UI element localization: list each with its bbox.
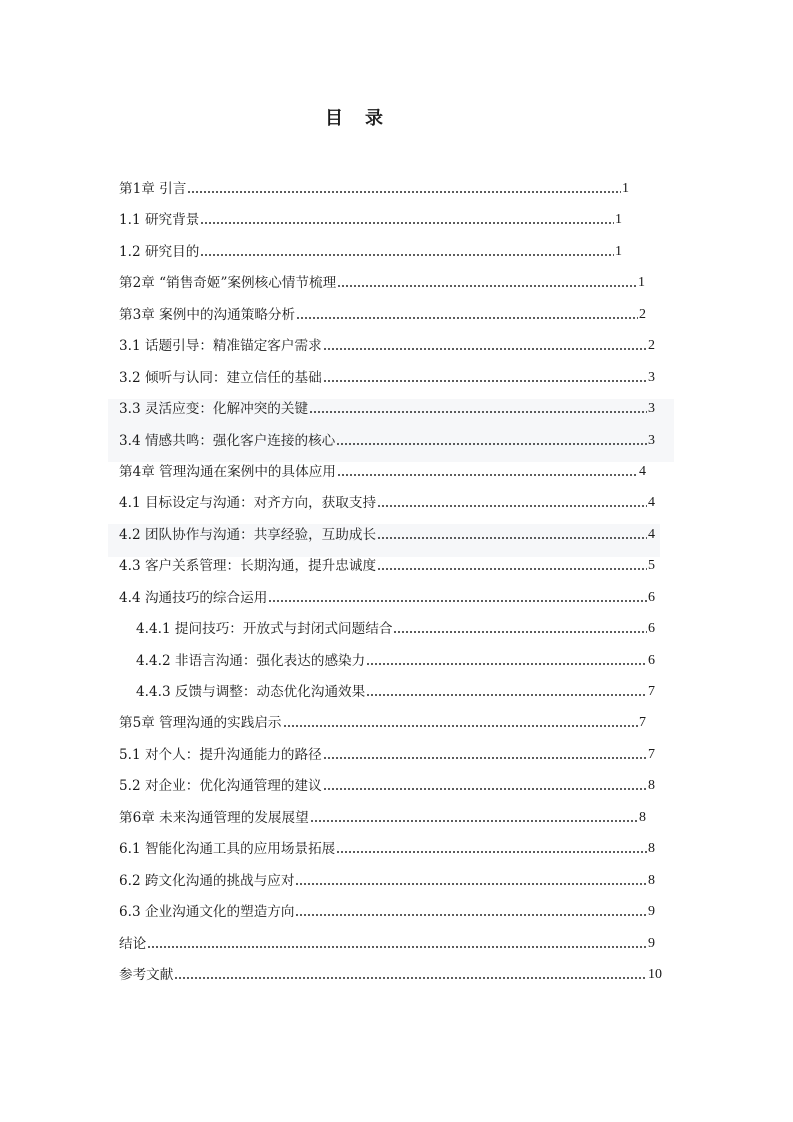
- toc-entry-title: 5.2 对企业：优化沟通管理的建议: [119, 778, 322, 794]
- toc-entry-page-number: 1: [622, 181, 629, 196]
- dot-leader: [335, 431, 648, 451]
- dot-leader: [199, 210, 615, 230]
- toc-entry[interactable]: [136, 651, 655, 671]
- dot-leader: [322, 336, 648, 356]
- toc-entry-title: 4.1 目标设定与沟通：对齐方向，获取支持: [119, 495, 377, 511]
- toc-entry-title: 5.1 对个人：提升沟通能力的路径: [119, 747, 322, 763]
- toc-entry-title: 第5章 管理沟通的实践启示: [119, 715, 282, 731]
- dot-leader: [199, 242, 615, 262]
- toc-entry[interactable]: [136, 682, 655, 702]
- dot-leader: [376, 525, 648, 545]
- dot-leader: [365, 651, 648, 671]
- toc-entry-title: 6.2 跨文化沟通的挑战与应对: [119, 873, 295, 889]
- dot-leader: [294, 871, 648, 891]
- dot-leader: [392, 619, 648, 639]
- dot-leader: [322, 368, 648, 388]
- toc-entry-page-number: 2: [639, 307, 646, 322]
- dot-leader: [282, 713, 639, 733]
- toc-entry[interactable]: [119, 934, 655, 954]
- toc-entry[interactable]: [119, 556, 655, 576]
- toc-entry-page-number: 9: [648, 904, 655, 919]
- dot-leader: [335, 839, 648, 859]
- toc-entry-title: 结论: [119, 936, 147, 952]
- toc-entry[interactable]: [119, 273, 645, 293]
- toc-entry-page-number: 3: [648, 370, 655, 385]
- toc-entry-page-number: 5: [648, 558, 655, 573]
- toc-entry[interactable]: [119, 462, 646, 482]
- toc-entry-title: 第4章 管理沟通在案例中的具体应用: [119, 464, 336, 480]
- dot-leader: [336, 273, 638, 293]
- toc-entry[interactable]: [119, 336, 655, 356]
- dot-leader: [376, 493, 648, 513]
- toc-entry-page-number: 7: [648, 684, 655, 699]
- toc-entry-title: 第6章 未来沟通管理的发展展望: [119, 810, 309, 826]
- toc-entry-title: 3.1 话题引导：精准锚定客户需求: [119, 338, 322, 354]
- title-char-2: 录: [365, 108, 383, 129]
- toc-entry-title: 4.3 客户关系管理：长期沟通，提升忠诚度: [119, 558, 377, 574]
- toc-entry-page-number: 3: [648, 401, 655, 416]
- toc-entry-page-number: 7: [639, 715, 646, 730]
- dot-leader: [267, 588, 648, 608]
- toc-entry[interactable]: [119, 431, 655, 451]
- dot-leader: [309, 808, 639, 828]
- toc-entry-page-number: 8: [648, 873, 655, 888]
- dot-leader: [186, 179, 622, 199]
- toc-entry-title: 6.3 企业沟通文化的塑造方向: [119, 904, 295, 920]
- toc-entry-page-number: 8: [648, 778, 655, 793]
- toc-entry-page-number: 2: [648, 338, 655, 353]
- toc-entry-title: 3.3 灵活应变：化解冲突的关键: [119, 401, 309, 417]
- toc-entry[interactable]: [119, 525, 655, 545]
- page-title: [0, 104, 708, 130]
- dot-leader: [322, 776, 648, 796]
- toc-entry[interactable]: [119, 808, 646, 828]
- dot-leader: [146, 934, 648, 954]
- toc-entry[interactable]: [119, 839, 655, 859]
- dot-leader: [376, 556, 648, 576]
- toc-entry-title: 3.4 情感共鸣：强化客户连接的核心: [119, 433, 336, 449]
- toc-entry-page-number: 4: [639, 464, 646, 479]
- toc-entry[interactable]: [119, 493, 655, 513]
- toc-entry[interactable]: [119, 745, 655, 765]
- toc-entry-title: 4.4.2 非语言沟通：强化表达的感染力: [136, 653, 366, 669]
- toc-entry[interactable]: [119, 965, 662, 985]
- toc-entry-page-number: 6: [648, 621, 655, 636]
- toc-entry[interactable]: [119, 210, 622, 230]
- dot-leader: [308, 399, 648, 419]
- toc-entry-page-number: 8: [639, 810, 646, 825]
- toc-entry[interactable]: [136, 619, 655, 639]
- toc-entry-page-number: 6: [648, 590, 655, 605]
- toc-entry[interactable]: [119, 399, 655, 419]
- toc-entry[interactable]: [119, 305, 646, 325]
- toc-entry-page-number: 8: [648, 841, 655, 856]
- toc-entry-title: 4.4.1 提问技巧：开放式与封闭式问题结合: [136, 621, 393, 637]
- toc-entry[interactable]: [119, 368, 655, 388]
- toc-entry-page-number: 1: [638, 275, 645, 290]
- toc-entry-page-number: 4: [648, 495, 655, 510]
- toc-entry-page-number: 1: [615, 244, 622, 259]
- toc-entry-title: 6.1 智能化沟通工具的应用场景拓展: [119, 841, 336, 857]
- dot-leader: [322, 745, 648, 765]
- toc-entry-page-number: 9: [648, 936, 655, 951]
- dot-leader: [173, 965, 648, 985]
- dot-leader: [365, 682, 648, 702]
- toc-entry[interactable]: [119, 179, 629, 199]
- toc-entry-title: 第1章 引言: [119, 181, 187, 197]
- toc-entry-page-number: 1: [615, 212, 622, 227]
- toc-entry-page-number: 3: [648, 433, 655, 448]
- dot-leader: [295, 305, 639, 325]
- toc-entry[interactable]: [119, 242, 622, 262]
- toc-entry-page-number: 4: [648, 527, 655, 542]
- toc-entry[interactable]: [119, 776, 655, 796]
- title-char-1: 目: [325, 108, 343, 129]
- dot-leader: [336, 462, 639, 482]
- toc-entry[interactable]: [119, 902, 655, 922]
- toc-entry-title: 第2章 “销售奇姬”案例核心情节梳理: [119, 275, 337, 291]
- toc-entry-title: 3.2 倾听与认同：建立信任的基础: [119, 370, 322, 386]
- toc-entry-title: 参考文献: [119, 967, 174, 983]
- toc-entry-title: 4.4.3 反馈与调整：动态优化沟通效果: [136, 684, 366, 700]
- toc-entry-title: 第3章 案例中的沟通策略分析: [119, 307, 296, 323]
- toc-entry-page-number: 7: [648, 747, 655, 762]
- toc-entry-title: 1.1 研究背景: [119, 212, 200, 228]
- toc-entry-title: 4.4 沟通技巧的综合运用: [119, 590, 268, 606]
- toc-entry-page-number: 6: [648, 653, 655, 668]
- toc-entry-title: 1.2 研究目的: [119, 244, 200, 260]
- toc-entry[interactable]: [119, 871, 655, 891]
- toc-entry[interactable]: [119, 588, 655, 608]
- toc-entry-title: 4.2 团队协作与沟通：共享经验，互助成长: [119, 527, 377, 543]
- toc-entry[interactable]: [119, 713, 646, 733]
- dot-leader: [294, 902, 648, 922]
- toc-entry-page-number: 10: [648, 967, 662, 982]
